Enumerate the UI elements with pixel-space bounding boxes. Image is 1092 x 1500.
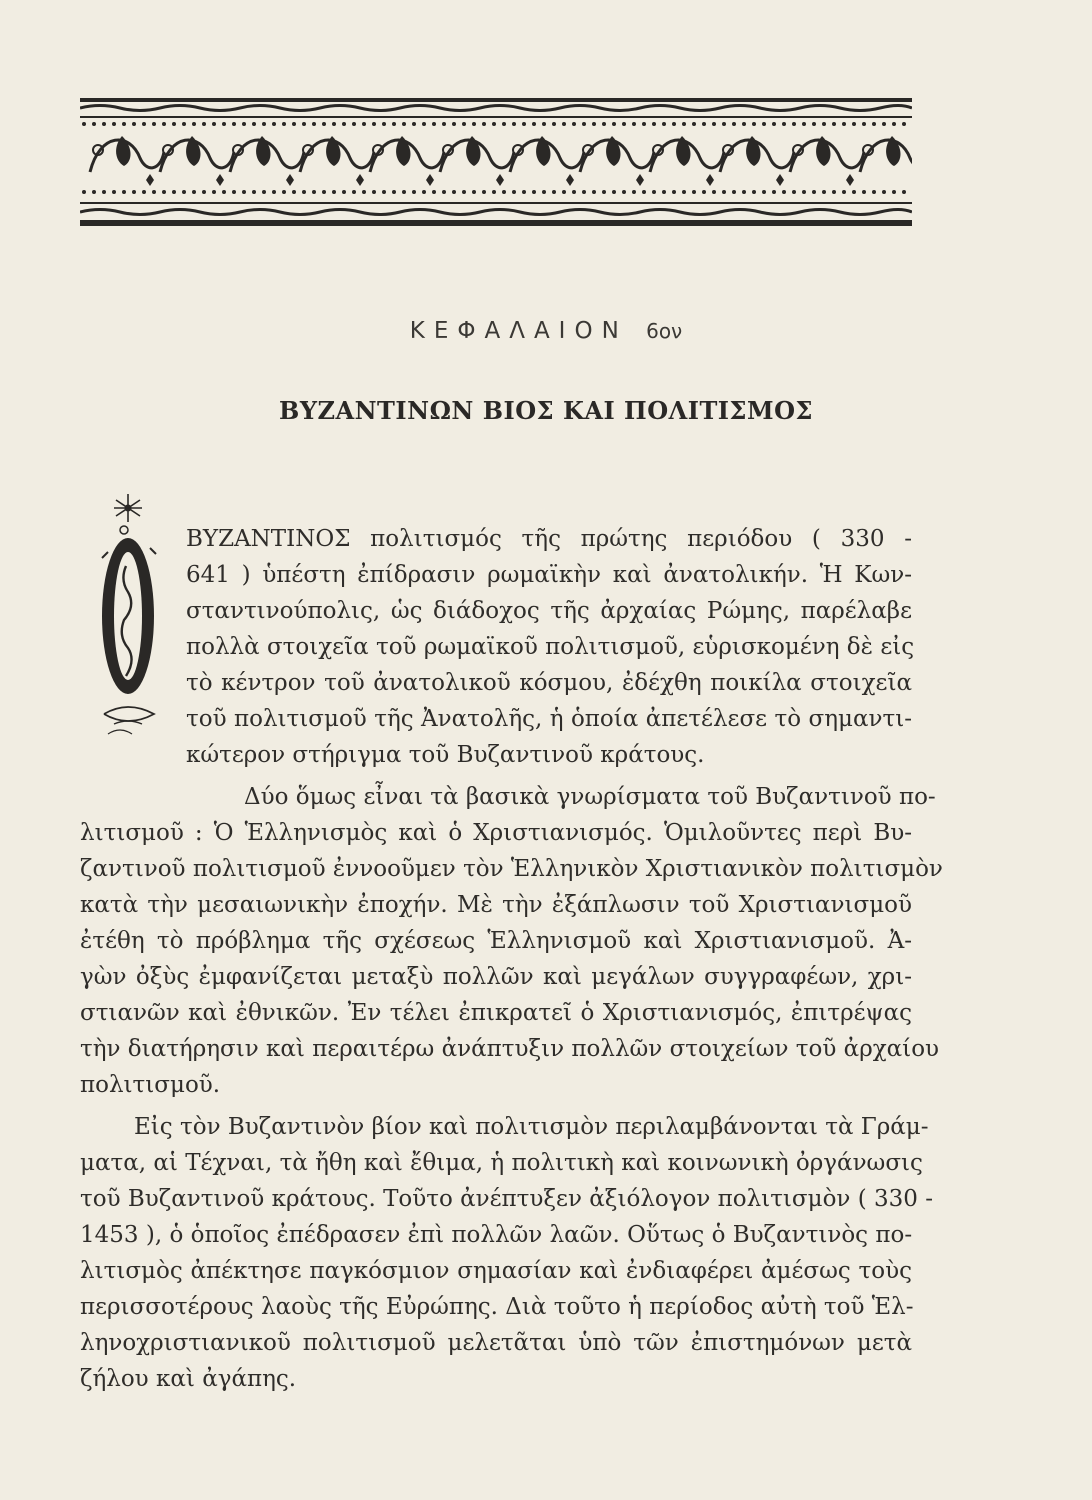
text-line: ματα, αἱ Τέχναι, τὰ ἤθη καὶ ἔθιμα, ἡ πολιτικὴ καὶ κοινωνικὴ ὀργάνωσις <box>80 1150 923 1176</box>
chapter-label: ΚΕΦΑΛΑΙΟΝ <box>409 318 628 344</box>
page-title: ΒΥΖΑΝΤΙΝΩΝ ΒΙΟΣ ΚΑΙ ΠΟΛΙΤΙΣΜΟΣ <box>279 396 813 425</box>
text-line: ζαντινοῦ πολιτισμοῦ ἐννοοῦμεν τὸν Ἑλληνικὸν Χριστιανικὸν πολιτισμὸν <box>80 856 943 882</box>
text-line: πολλὰ στοιχεῖα τοῦ ρωμαϊκοῦ πολιτισμοῦ, εὑρισκομένη δὲ εἰς <box>186 634 915 660</box>
text-line: κατὰ τὴν μεσαιωνικὴν ἐποχήν. Μὲ τὴν ἐξάπλωσιν τοῦ Χριστιανισμοῦ <box>80 892 912 918</box>
text-line: τὴν διατήρησιν καὶ περαιτέρω ἀνάπτυξιν πολλῶν στοιχείων τοῦ ἀρχαίου <box>80 1036 940 1062</box>
text-line: 1453 ), ὁ ὁποῖος ἐπέδρασεν ἐπὶ πολλῶν λαῶν. Οὕτως ὁ Βυζαντινὸς πο- <box>80 1222 913 1248</box>
text-line: πολιτισμοῦ. <box>80 1072 221 1098</box>
text-line: λιτισμοῦ : Ὁ Ἑλληνισμὸς καὶ ὁ Χριστιανισμός. Ὁμιλοῦντες περὶ Βυ- <box>80 820 912 846</box>
text-line: λιτισμὸς ἀπέκτησε παγκόσμιον σημασίαν καὶ ἐνδιαφέρει ἀμέσως τοὺς <box>80 1258 912 1284</box>
text-line: περισσοτέρους λαοὺς τῆς Εὐρώπης. Διὰ τοῦτο ἡ περίοδος αὐτὴ τοῦ Ἑλ- <box>80 1294 914 1320</box>
text-line: Εἰς τὸν Βυζαντινὸν βίον καὶ πολιτισμὸν περιλαμβάνονται τὰ Γράμ- <box>134 1114 929 1140</box>
text-line: ζήλου καὶ ἀγάπης. <box>80 1366 297 1392</box>
text-line: Δύο ὅμως εἶναι τὰ βασικὰ γνωρίσματα τοῦ Βυζαντινοῦ πο- <box>244 784 936 810</box>
text-line: τοῦ Βυζαντινοῦ κράτους. Τοῦτο ἀνέπτυξεν ἀξιόλογον πολιτισμὸν ( 330 - <box>80 1186 933 1212</box>
decorative-header-border <box>80 92 912 232</box>
text-line: 641 ) ὑπέστη ἐπίδρασιν ρωμαϊκὴν καὶ ἀνατολικήν. Ἡ Κων- <box>186 562 912 588</box>
chapter-number: 6ον <box>646 319 683 343</box>
text-line: γὼν ὀξὺς ἐμφανίζεται μεταξὺ πολλῶν καὶ μεγάλων συγγραφέων, χρι- <box>80 964 912 990</box>
text-line: τοῦ πολιτισμοῦ τῆς Ἀνατολῆς, ἡ ὁποία ἀπετέλεσε τὸ σημαντι- <box>186 706 912 732</box>
text-line: ἐτέθη τὸ πρόβλημα τῆς σχέσεως Ἑλληνισμοῦ καὶ Χριστιανισμοῦ. Ἀ- <box>80 928 912 954</box>
text-line: κώτερον στήριγμα τοῦ Βυζαντινοῦ κράτους. <box>186 742 705 768</box>
text-line: ΒΥΖΑΝΤΙΝΟΣ πολιτισμός τῆς πρώτης περιόδου ( 330 - <box>186 526 912 552</box>
text-line: στιανῶν καὶ ἐθνικῶν. Ἐν τέλει ἐπικρατεῖ ὁ Χριστιανισμός, ἐπιτρέψας <box>80 1000 912 1026</box>
text-line: σταντινούπολις, ὡς διάδοχος τῆς ἀρχαίας Ρώμης, παρέλαβε <box>186 598 912 624</box>
chapter-heading <box>0 318 1092 344</box>
text-line: τὸ κέντρον τοῦ ἀνατολικοῦ κόσμου, ἐδέχθη ποικίλα στοιχεῖα <box>186 670 912 696</box>
text-line: ληνοχριστιανικοῦ πολιτισμοῦ μελετᾶται ὑπὸ τῶν ἐπιστημόνων μετὰ <box>80 1330 912 1356</box>
